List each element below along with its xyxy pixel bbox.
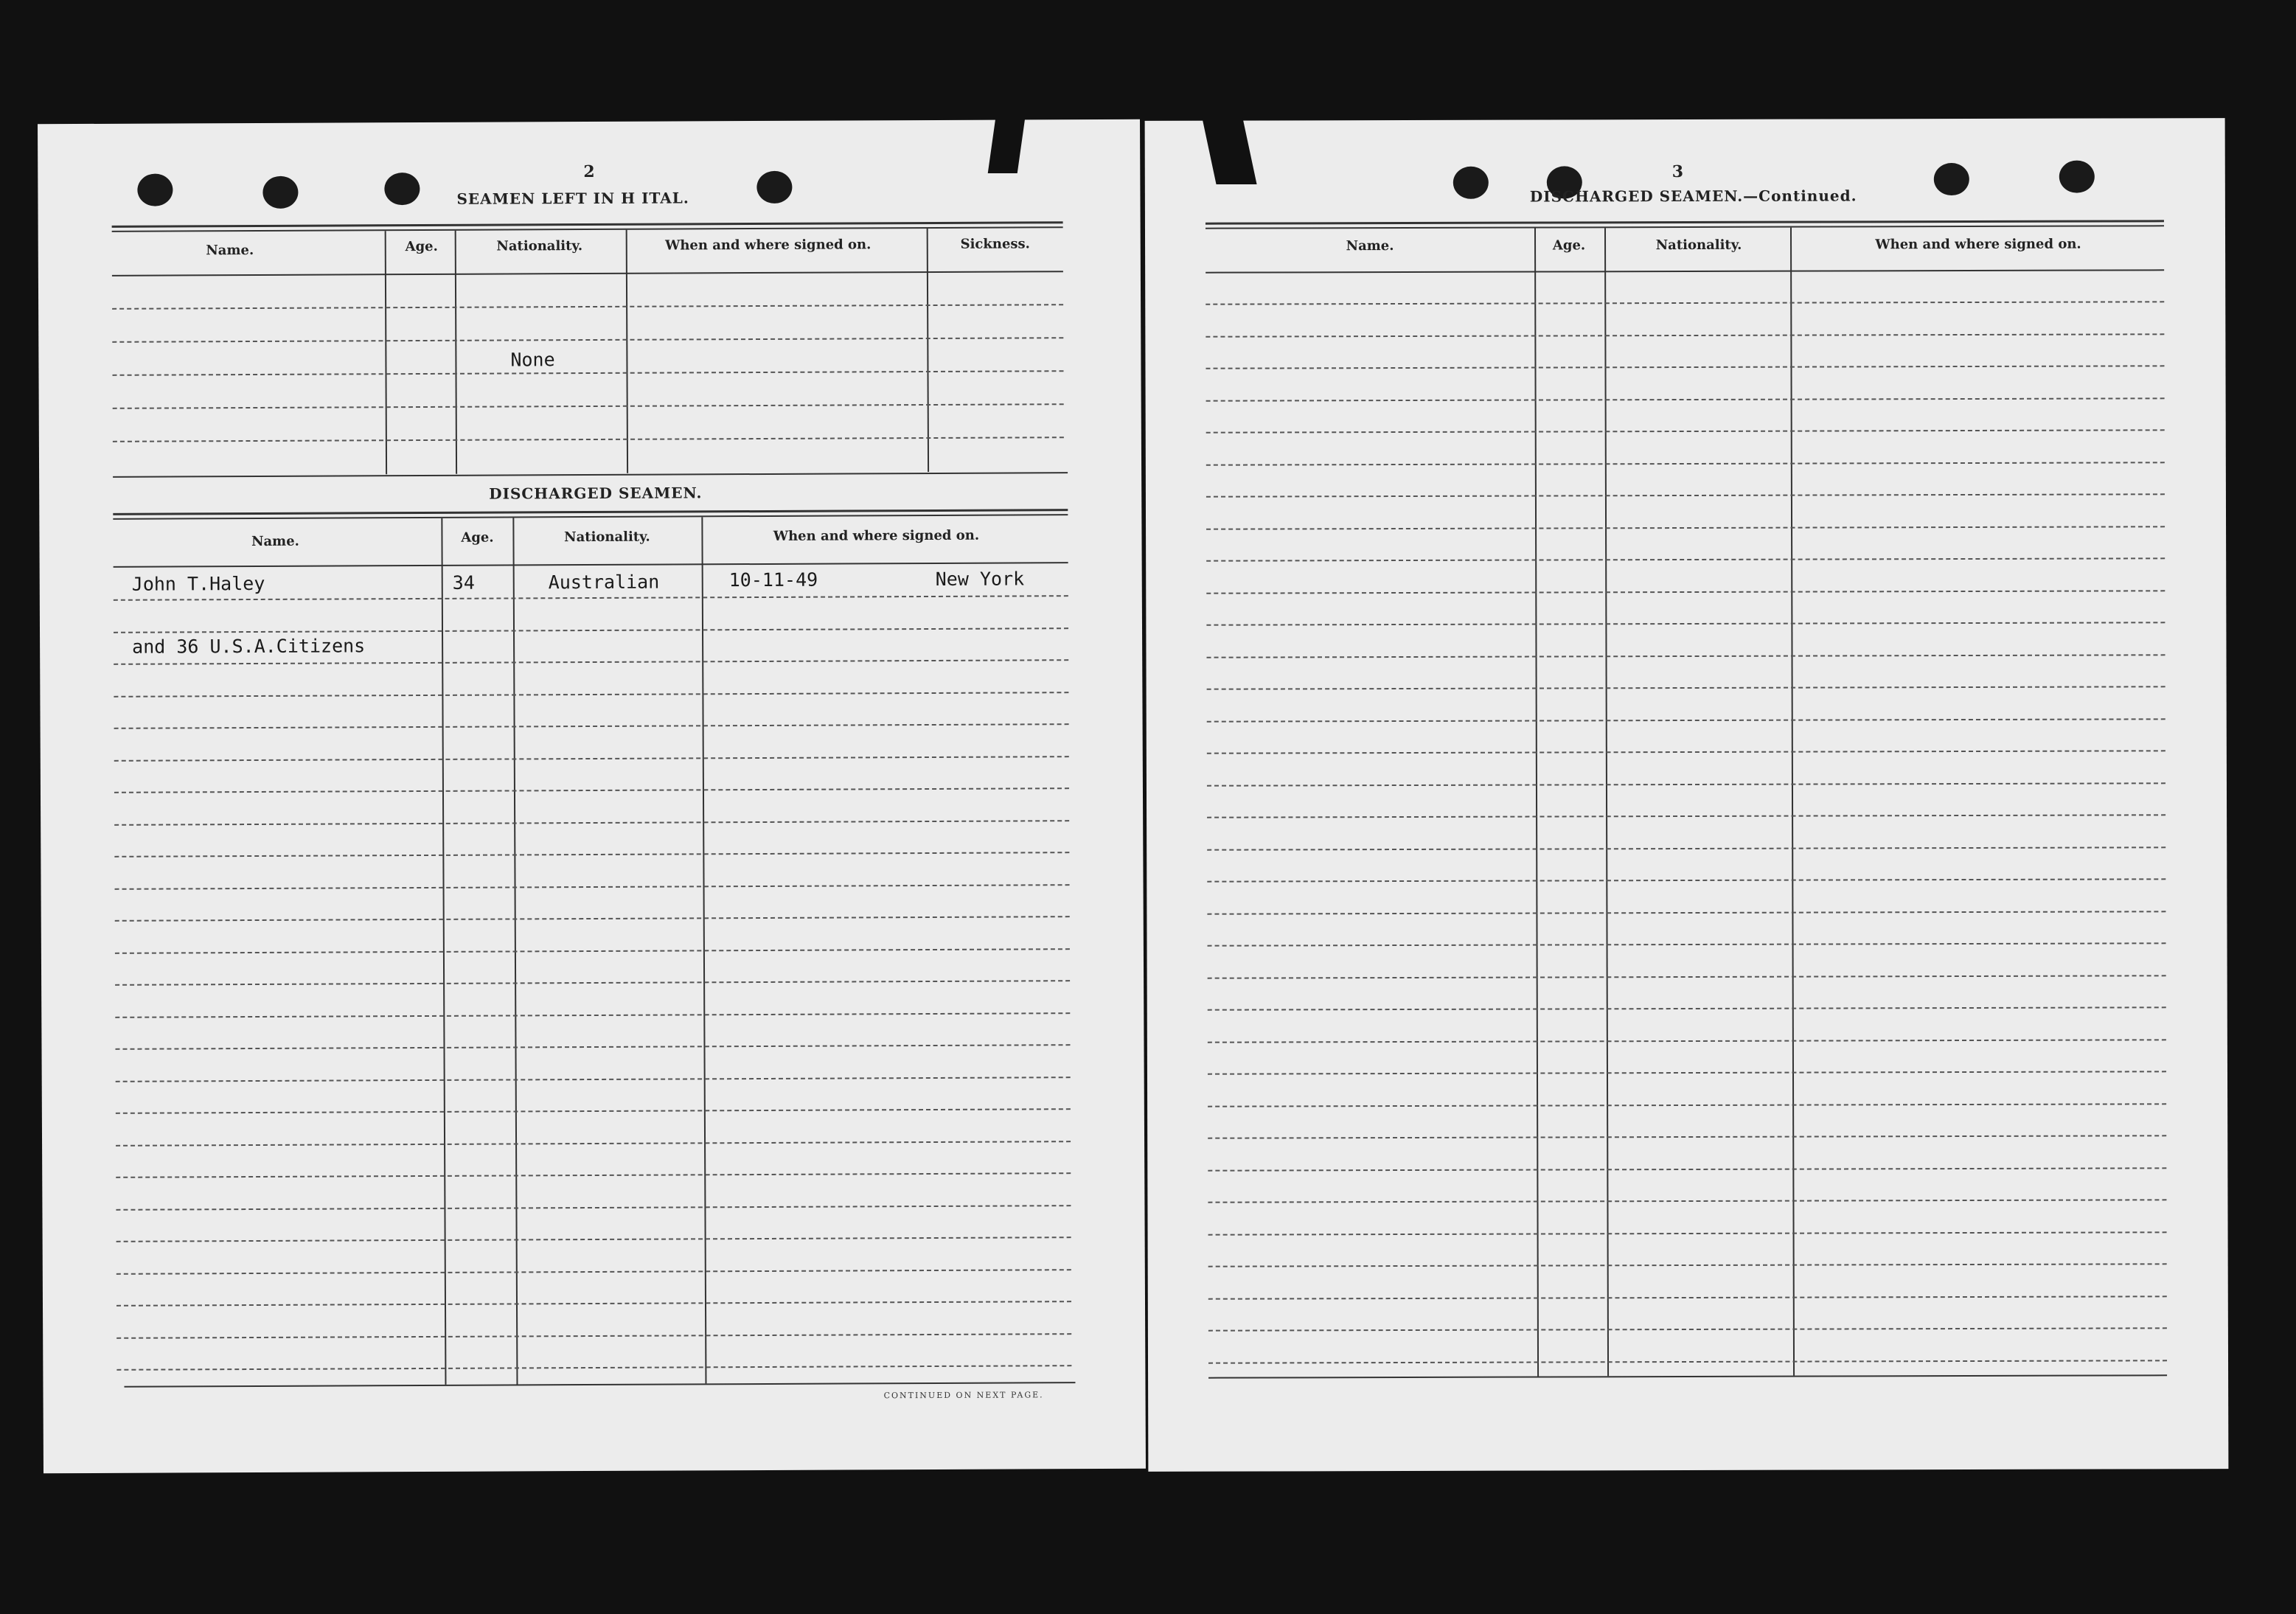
ruled-line (1208, 1231, 2167, 1235)
ruled-line (1206, 493, 2165, 497)
page-number: 3 (1671, 162, 1684, 182)
page-number: 2 (583, 161, 595, 182)
ruled-line (1207, 846, 2165, 850)
ruled-line (1207, 750, 2165, 754)
ruled-line (1206, 462, 2165, 465)
ruled-line (114, 692, 1068, 698)
seaman-signed-date: 10-11-49 (728, 568, 818, 591)
ruled-line (114, 820, 1069, 826)
ruled-line (1207, 814, 2165, 818)
col-header-age: Age. (461, 529, 494, 546)
right-page (1145, 118, 2229, 1472)
col-header-name: Name. (1346, 238, 1394, 254)
col-header-age: Age. (1552, 237, 1586, 254)
ruled-line (115, 948, 1070, 954)
ruled-line (116, 1301, 1071, 1307)
ruled-line (1207, 911, 2165, 914)
ruled-line (1206, 557, 2165, 561)
ruled-line (115, 916, 1070, 922)
punch-hole (1453, 167, 1489, 199)
ruled-line (115, 980, 1070, 986)
discharged-section-title: DISCHARGED SEAMEN. (489, 484, 703, 503)
ruled-line (1207, 718, 2165, 722)
ruled-line (116, 1205, 1071, 1211)
ruled-line (1206, 622, 2165, 625)
punch-hole (137, 173, 173, 206)
seaman-name: John T.Haley (131, 572, 265, 595)
hospital-none-entry: None (510, 349, 555, 371)
ruled-line (1208, 1135, 2166, 1138)
ruled-line (1206, 526, 2165, 529)
ruled-line (114, 756, 1069, 762)
col-header-nationality: Nationality. (1655, 237, 1742, 254)
ruled-line (116, 1333, 1071, 1339)
ruled-line (114, 659, 1068, 665)
ruled-line (1208, 1071, 2166, 1074)
ruled-line (1208, 1327, 2167, 1331)
seaman-nationality: Australian (548, 571, 660, 594)
ruled-line (116, 1141, 1071, 1147)
ruled-line (1208, 1006, 2166, 1010)
ruled-line (1206, 365, 2164, 369)
col-header-age: Age. (405, 238, 438, 255)
ruled-line (116, 1236, 1071, 1242)
punch-hole (262, 176, 298, 209)
col-header-name: Name. (251, 533, 299, 550)
seaman-age: 34 (452, 571, 475, 594)
ruled-line (1208, 1263, 2167, 1267)
ruled-line (114, 595, 1068, 601)
ruled-line (115, 1044, 1070, 1050)
ruled-line (1208, 1360, 2167, 1363)
ruled-line (115, 1012, 1070, 1018)
ruled-line (1206, 429, 2165, 433)
ruled-line (116, 1269, 1071, 1275)
punch-hole (756, 171, 792, 204)
col-header-sickness: Sickness. (960, 236, 1030, 252)
ruled-line (1208, 1039, 2166, 1043)
hospital-section-title: SEAMEN LEFT IN H ITAL. (456, 189, 689, 208)
punch-hole (1934, 163, 1969, 195)
ruled-line (114, 787, 1069, 793)
left-page (38, 119, 1146, 1474)
ruled-line (116, 1076, 1071, 1082)
ruled-line (1208, 1199, 2166, 1203)
ruled-line (1206, 301, 2164, 305)
punch-hole (2059, 161, 2095, 193)
ruled-line (1207, 782, 2165, 786)
ruled-line (1206, 397, 2165, 401)
punch-hole (384, 173, 420, 205)
ruled-line (1208, 1295, 2167, 1299)
ruled-line (1207, 654, 2165, 658)
col-header-signed-on: When and where signed on. (1875, 236, 2081, 253)
ruled-line (1208, 1103, 2166, 1107)
ruled-line (115, 884, 1070, 890)
ruled-line (1206, 590, 2165, 594)
ruled-line (114, 723, 1069, 729)
ruled-line (1206, 333, 2164, 337)
ruled-line (114, 627, 1068, 633)
ruled-line (1208, 1167, 2166, 1171)
col-header-name: Name. (206, 242, 254, 259)
col-header-signed-on: When and where signed on. (773, 527, 980, 544)
ruled-line (1208, 942, 2166, 946)
ruled-line (1208, 975, 2166, 978)
continued-footer: CONTINUED ON NEXT PAGE. (883, 1390, 1044, 1401)
ruled-line (116, 1172, 1071, 1178)
ruled-line (116, 1365, 1071, 1371)
col-header-nationality: Nationality. (564, 529, 650, 546)
seaman-signed-place: New York (935, 568, 1025, 590)
ruled-line (1207, 878, 2165, 882)
ruled-line (1207, 686, 2165, 689)
ruled-line (114, 852, 1069, 858)
citizens-note: and 36 U.S.A.Citizens (132, 635, 366, 658)
col-header-nationality: Nationality. (496, 238, 583, 254)
ruled-line (116, 1108, 1071, 1114)
col-header-signed-on: When and where signed on. (665, 237, 872, 254)
right-section-title: DISCHARGED SEAMEN.—Continued. (1529, 187, 1857, 206)
